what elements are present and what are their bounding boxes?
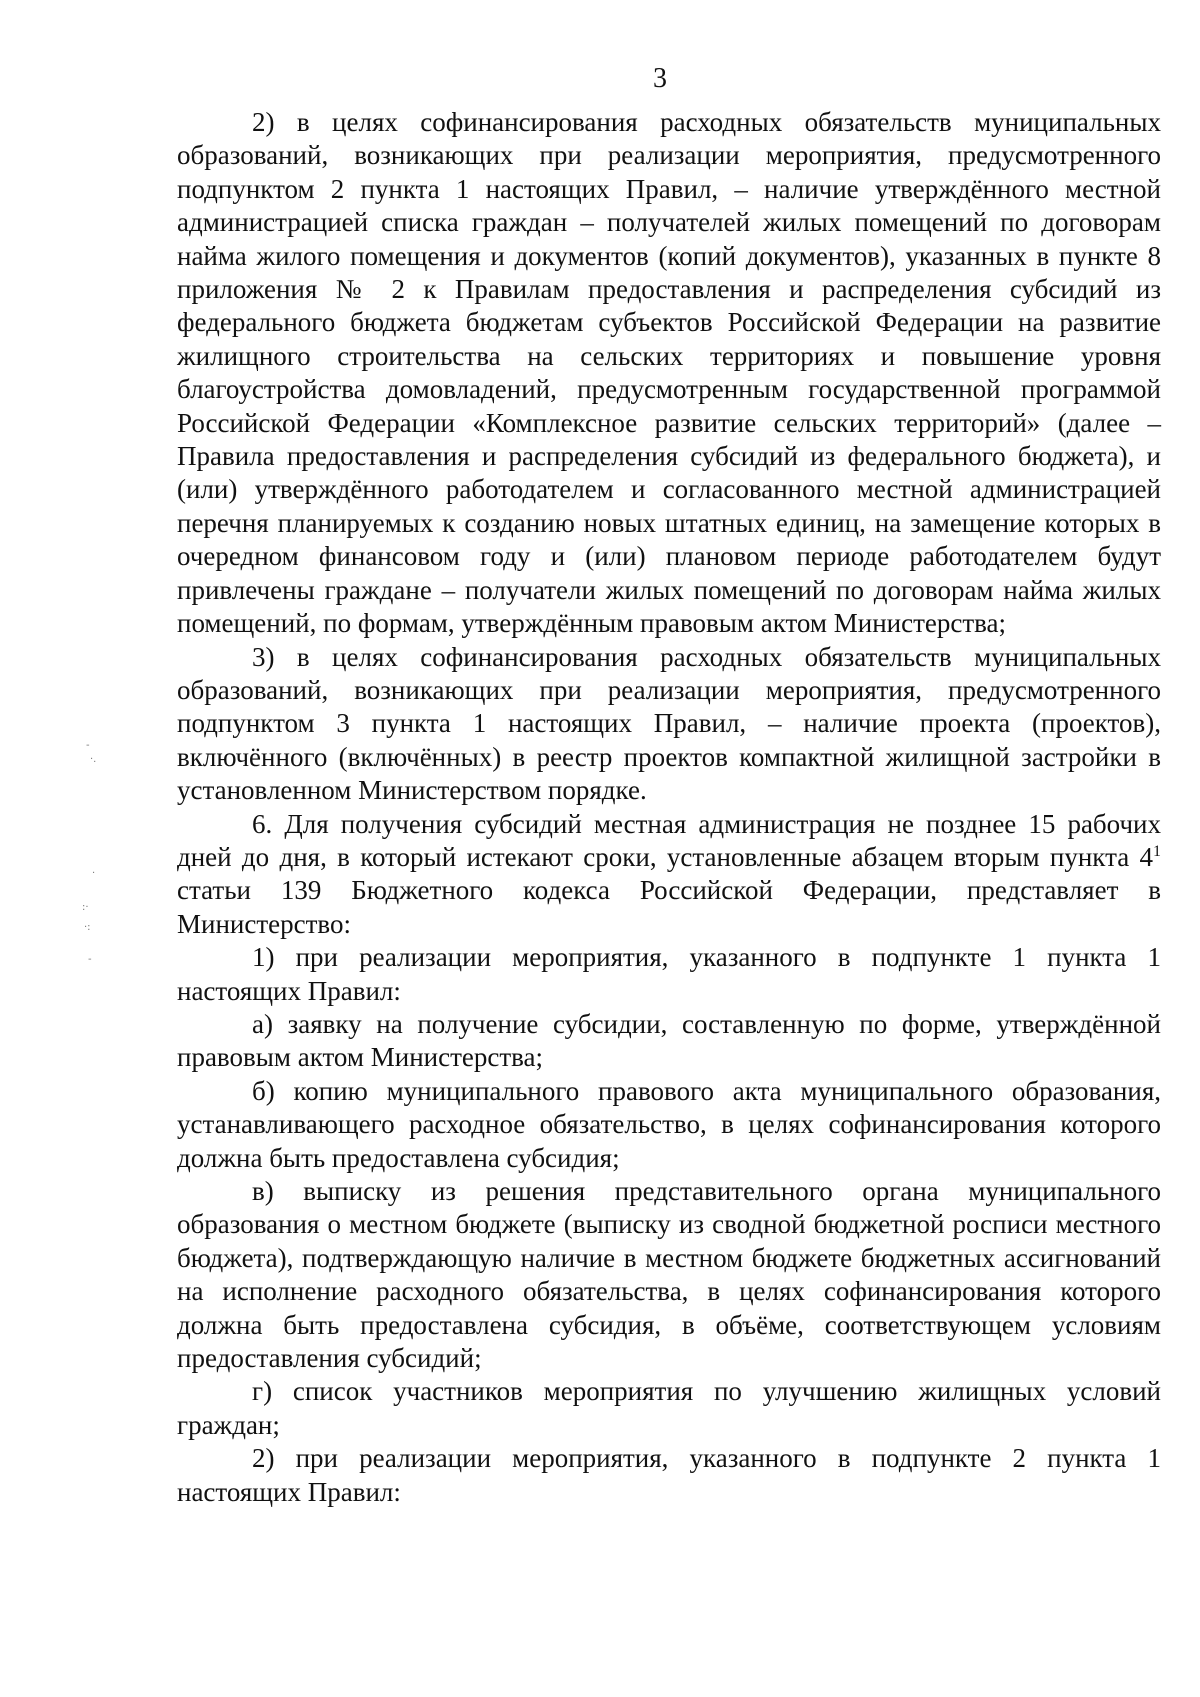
paragraph-6-item-1a: а) заявку на получение субсидии, составленную по форме, утверждённой правовым актом Министерства; xyxy=(177,1008,1161,1073)
paragraph-6-item-1: 1) при реализации мероприятия, указанного в подпункте 1 пункта 1 настоящих Правил: xyxy=(177,942,1161,1006)
paragraph-6-item-2: 2) при реализации мероприятия, указанного в подпункте 2 пункта 1 настоящих Правил: xyxy=(177,1443,1161,1507)
scan-margin-marks: - ·. · :· ·: - xyxy=(82,740,97,965)
paragraph-6-text-start: 6. Для получения субсидий местная администрация не позднее 15 рабочих дней до дня, в который истекают сроки, установленные абзацем вторым пункта 4 xyxy=(177,808,1161,872)
paragraph-6-item-1b: б) копию муниципального правового акта муниципального образования, устанавливающего расходное обязательство, в целях софинансирования которого должна быть предоставлена субсидия; xyxy=(177,1075,1161,1173)
paragraph-6-item-1v: в) выписку из решения представительного органа муниципального образования о местном бюджете (выписку из сводной бюджетной росписи местного бюджета), подтверждающую наличие в местном бюджете бюджетных ассигнований на исполнение расходного обязательства, в целях софинансирования которого должна быть предоставлена субсидия, в объёме, соответствующем условиям предоставления субсидий; xyxy=(177,1176,1161,1374)
page-number: 3 xyxy=(653,63,667,94)
paragraph-6-item-1g: г) список участников мероприятия по улучшению жилищных условий граждан; xyxy=(177,1376,1161,1440)
paragraph-2-item-3: 3) в целях софинансирования расходных обязательств муниципальных образований, возникающих при реализации мероприятия, предусмотренного подпунктом 3 пункта 1 настоящих Правил, – наличие проекта (проектов), включённого (включённых) в реестр проектов компактной жилищной застройки в установленном Министерством порядке. xyxy=(177,641,1161,806)
paragraph-6-superscript: 1 xyxy=(1153,842,1161,860)
paragraph-6 xyxy=(177,808,1161,942)
document-body xyxy=(177,106,1161,1509)
paragraph-2-item-2: 2) в целях софинансирования расходных обязательств муниципальных образований, возникающих при реализации мероприятия, предусмотренного подпунктом 2 пункта 1 настоящих Правил, – наличие утверждённого местной администрацией списка граждан – получателей жилых помещений по договорам найма жилого помещения и документов (копий документов), указанных в пункте 8 приложения № 2 к Правилам предоставления и распределения субсидий из федерального бюджета бюджетам субъектов Российской Федерации на развитие жилищного строительства на сельских территориях и повышение уровня благоустройства домовладений, предусмотренным государственной программой Российской Федерации «Комплексное развитие сельских территорий» (далее – Правила предоставления и распределения субсидий из федерального бюджета), и (или) утверждённого работодателем и согласованного местной администрацией перечня планируемых к созданию новых штатных единиц, на замещение которых в очередном финансовом году и (или) плановом периоде работодателем будут привлечены граждане – получатели жилых помещений по договорам найма жилых помещений, по формам, утверждённым правовым актом Министерства; xyxy=(177,107,1161,639)
paragraph-6-text-end: статьи 139 Бюджетного кодекса Российской Федерации, представляет в Министерство: xyxy=(177,875,1161,939)
